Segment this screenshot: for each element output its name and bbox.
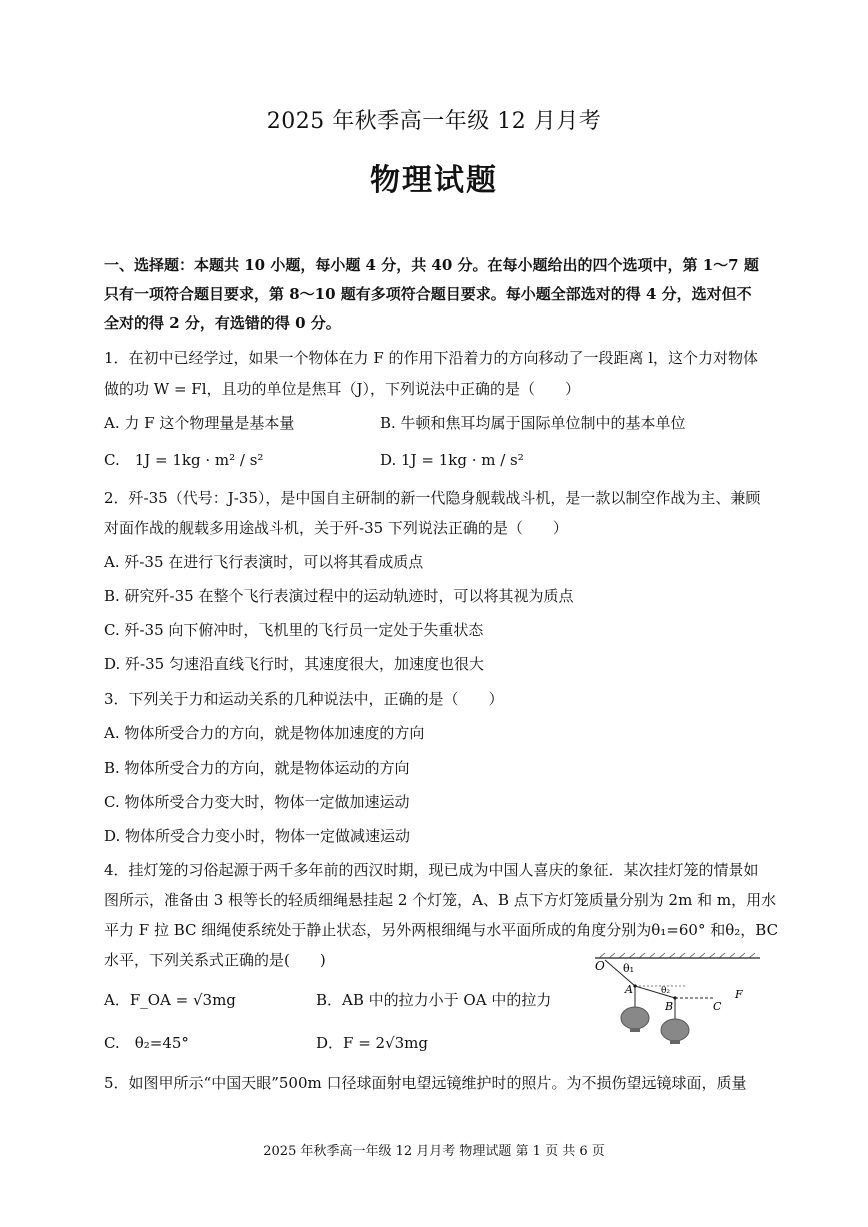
q4-option-c: C. θ₂=45° <box>104 1034 189 1052</box>
q2-stem-line2: 对面作战的舰载多用途战斗机，关于歼-35 下列说法正确的是（ ） <box>104 519 568 537</box>
q3-option-b: B. 物体所受合力的方向，就是物体运动的方向 <box>104 759 410 777</box>
label-a: A <box>625 983 633 996</box>
page-footer: 2025 年秋季高一年级 12 月月考 物理试题 第 1 页 共 6 页 <box>263 1144 605 1159</box>
q5-stem-line1: 5．如图甲所示“中国天眼”500m 口径球面射电望远镜维护时的照片。为不损伤望远镜球面，质量 <box>104 1074 747 1092</box>
q2-option-a: A. 歼-35 在进行飞行表演时，可以将其看成质点 <box>104 553 424 571</box>
lantern-b <box>661 1019 689 1041</box>
exam-title: 2025 年秋季高一年级 12 月月考 <box>266 109 602 134</box>
q4-stem-line3: 平力 F 拉 BC 细绳使系统处于静止状态，另外两根细绳与水平面所成的角度分别为θ₁=60° 和θ₂，BC <box>104 921 779 939</box>
label-b: B <box>665 1000 674 1013</box>
q3-stem-line1: 3．下列关于力和运动关系的几种说法中，正确的是（ ） <box>104 690 504 708</box>
lantern-a-bottom <box>630 1028 640 1032</box>
lantern-b-bottom <box>670 1040 680 1044</box>
q2-stem-line1: 2．歼-35（代号：J-35），是中国自主研制的新一代隐身舰载战斗机，是一款以制空作战为主、兼顾 <box>104 489 761 507</box>
label-f: F <box>735 988 743 1001</box>
label-theta2: θ₂ <box>661 986 671 996</box>
subject-title: 物理试题 <box>370 163 498 198</box>
q4-option-d: D．F = 2√3mg <box>316 1034 429 1052</box>
q3-option-c: C. 物体所受合力变大时，物体一定做加速运动 <box>104 793 410 811</box>
section-instructions: 一、选择题：本题共 10 小题，每小题 4 分，共 40 分。在每小题给出的四个选项中，第 1～7 题只有一项符合题目要求，第 8～10 题有多项符合题目要求。每小题全部选对的得 4 分，选对但不全对的得 2 分，有选错的得 0 分。 <box>104 256 759 332</box>
q1-option-b: B. 牛顿和焦耳均属于国际单位制中的基本单位 <box>380 414 686 432</box>
q1-option-d: D. 1J = 1kg · m / s² <box>380 451 524 469</box>
q1-option-a: A. 力 F 这个物理量是基本量 <box>104 414 295 432</box>
q4-option-a: A．F_OA = √3mg <box>104 991 236 1009</box>
q3-option-a: A. 物体所受合力的方向，就是物体加速度的方向 <box>104 724 425 742</box>
q4-stem-line4: 水平，下列关系式正确的是( ) <box>104 951 326 969</box>
q1-stem-line1: 1．在初中已经学过，如果一个物体在力 F 的作用下沿着力的方向移动了一段距离 l，这个力对物体 <box>104 349 759 367</box>
q2-option-b: B. 研究歼-35 在整个飞行表演过程中的运动轨迹时，可以将其视为质点 <box>104 587 574 605</box>
lantern-figure <box>585 948 765 1058</box>
ceiling-hatching <box>599 953 755 958</box>
label-c: C <box>713 1000 722 1013</box>
q2-option-c: C. 歼-35 向下俯冲时，飞机里的飞行员一定处于失重状态 <box>104 621 484 639</box>
lantern-a <box>621 1007 649 1029</box>
q1-stem-line2: 做的功 W = Fl，且功的单位是焦耳（J），下列说法中正确的是（ ） <box>104 380 581 398</box>
q4-option-b: B．AB 中的拉力小于 OA 中的拉力 <box>316 991 552 1009</box>
label-theta1: θ₁ <box>623 962 635 975</box>
q2-option-d: D. 歼-35 匀速沿直线飞行时，其速度很大，加速度也很大 <box>104 655 484 673</box>
q4-stem-line1: 4．挂灯笼的习俗起源于两千多年前的西汉时期，现已成为中国人喜庆的象征．某次挂灯笼的情景如 <box>104 861 759 879</box>
label-o: O <box>595 959 605 973</box>
q4-stem-line2: 图所示，准备由 3 根等长的轻质细绳悬挂起 2 个灯笼，A、B 点下方灯笼质量分别为 2m 和 m，用水 <box>104 891 777 909</box>
q3-option-d: D. 物体所受合力变小时，物体一定做减速运动 <box>104 827 411 845</box>
q1-option-c: C. 1J = 1kg · m² / s² <box>104 451 264 469</box>
